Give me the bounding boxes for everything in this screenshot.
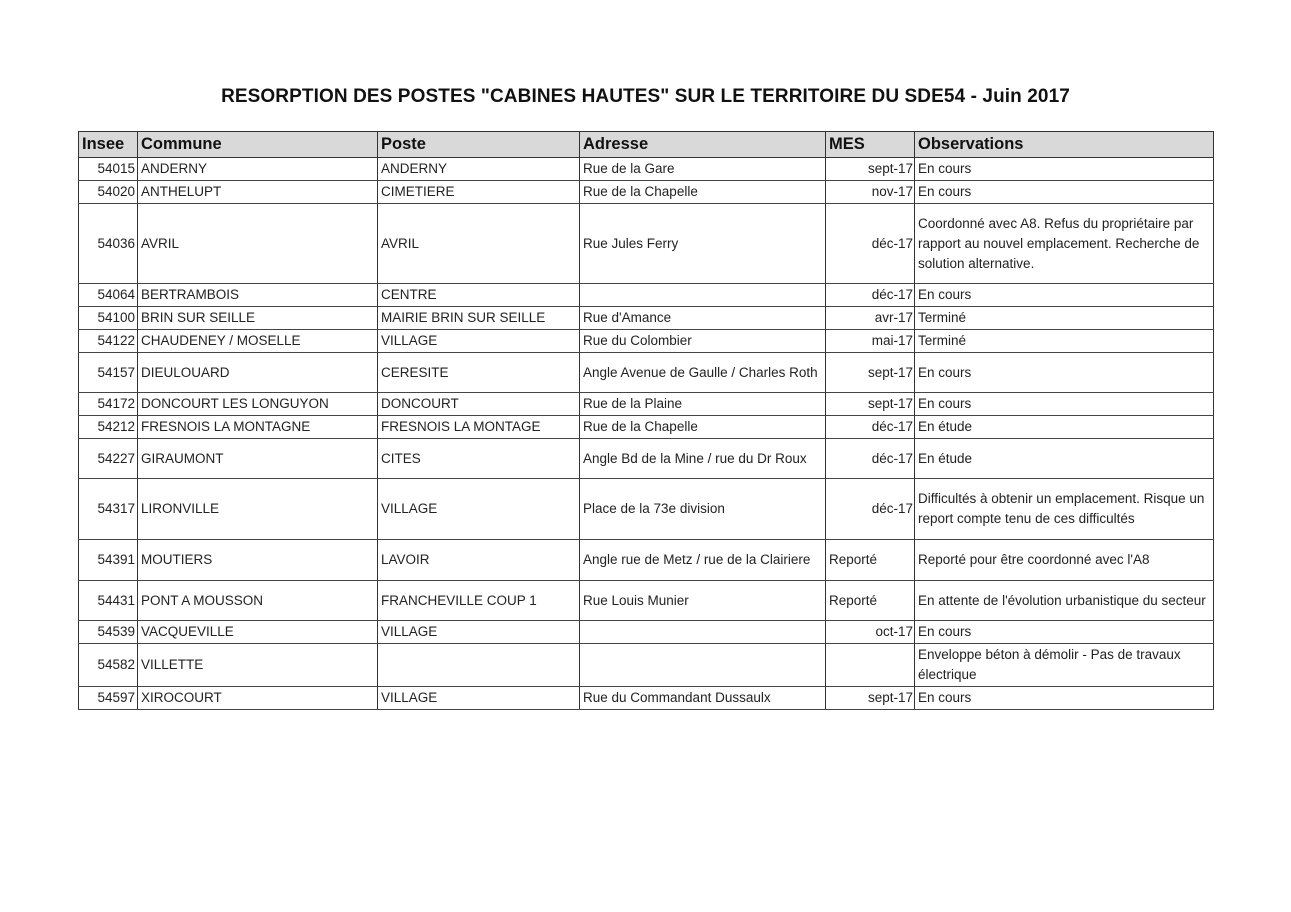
cell-insee: 54391 [79,540,138,581]
col-header-observations: Observations [915,132,1214,158]
cell-commune: BRIN SUR SEILLE [138,307,378,330]
cell-observations: Terminé [915,330,1214,353]
table-row [79,284,1214,307]
cell-poste: CIMETIERE [378,181,580,204]
table-row [79,416,1214,439]
cell-poste [378,644,580,687]
col-header-poste: Poste [378,132,580,158]
cell-observations: En cours [915,284,1214,307]
cell-poste: VILLAGE [378,479,580,540]
cell-observations: Reporté pour être coordonné avec l'A8 [915,540,1214,581]
table-row [79,439,1214,479]
cell-mes: déc-17 [826,416,915,439]
cell-mes: mai-17 [826,330,915,353]
table-row [79,204,1214,284]
cell-commune: GIRAUMONT [138,439,378,479]
table-row [79,353,1214,393]
cell-insee: 54122 [79,330,138,353]
cell-observations: En étude [915,416,1214,439]
cell-poste: CITES [378,439,580,479]
cell-commune: MOUTIERS [138,540,378,581]
cell-poste: CERESITE [378,353,580,393]
cell-adresse: Rue du Commandant Dussaulx [580,687,826,710]
cell-insee: 54539 [79,621,138,644]
cell-mes: sept-17 [826,393,915,416]
cell-adresse: Angle Bd de la Mine / rue du Dr Roux [580,439,826,479]
cell-adresse: Rue Louis Munier [580,581,826,621]
cell-poste: VILLAGE [378,330,580,353]
cell-commune: XIROCOURT [138,687,378,710]
cell-observations: Terminé [915,307,1214,330]
table-row [79,307,1214,330]
cell-adresse: Rue de la Plaine [580,393,826,416]
cell-adresse: Angle Avenue de Gaulle / Charles Roth [580,353,826,393]
cell-mes [826,644,915,687]
postes-table [78,131,1214,710]
table-row [79,393,1214,416]
table-row [79,181,1214,204]
cell-commune: FRESNOIS LA MONTAGNE [138,416,378,439]
cell-poste: CENTRE [378,284,580,307]
cell-mes: sept-17 [826,353,915,393]
cell-mes: déc-17 [826,284,915,307]
cell-adresse: Place de la 73e division [580,479,826,540]
cell-commune: PONT A MOUSSON [138,581,378,621]
cell-commune: LIRONVILLE [138,479,378,540]
cell-commune: DIEULOUARD [138,353,378,393]
cell-poste: VILLAGE [378,621,580,644]
table-row [79,158,1214,181]
cell-mes: oct-17 [826,621,915,644]
cell-insee: 54431 [79,581,138,621]
cell-poste: DONCOURT [378,393,580,416]
cell-observations: Coordonné avec A8. Refus du propriétaire par rapport au nouvel emplacement. Recherche de solution alternative. [915,204,1214,284]
cell-mes: déc-17 [826,204,915,284]
cell-adresse: Rue de la Chapelle [580,181,826,204]
cell-poste: FRESNOIS LA MONTAGE [378,416,580,439]
cell-commune: VACQUEVILLE [138,621,378,644]
cell-adresse: Rue du Colombier [580,330,826,353]
col-header-insee: Insee [79,132,138,158]
cell-adresse: Angle rue de Metz / rue de la Clairiere [580,540,826,581]
cell-poste: LAVOIR [378,540,580,581]
cell-observations: En cours [915,621,1214,644]
cell-insee: 54015 [79,158,138,181]
cell-adresse [580,284,826,307]
cell-adresse: Rue de la Gare [580,158,826,181]
cell-mes: nov-17 [826,181,915,204]
cell-commune: ANDERNY [138,158,378,181]
cell-insee: 54597 [79,687,138,710]
table-row [79,581,1214,621]
cell-commune: DONCOURT LES LONGUYON [138,393,378,416]
table-row [79,540,1214,581]
cell-adresse [580,621,826,644]
cell-commune: VILLETTE [138,644,378,687]
cell-adresse: Rue de la Chapelle [580,416,826,439]
col-header-adresse: Adresse [580,132,826,158]
cell-observations: En attente de l'évolution urbanistique du secteur [915,581,1214,621]
cell-poste: FRANCHEVILLE COUP 1 [378,581,580,621]
cell-mes: avr-17 [826,307,915,330]
table-row [79,479,1214,540]
cell-commune: ANTHELUPT [138,181,378,204]
cell-observations: En cours [915,687,1214,710]
cell-mes: Reporté [826,540,915,581]
table-row [79,687,1214,710]
cell-insee: 54157 [79,353,138,393]
cell-insee: 54172 [79,393,138,416]
cell-insee: 54212 [79,416,138,439]
cell-observations: En étude [915,439,1214,479]
cell-mes: Reporté [826,581,915,621]
cell-insee: 54100 [79,307,138,330]
cell-observations: En cours [915,353,1214,393]
cell-mes: sept-17 [826,687,915,710]
cell-commune: CHAUDENEY / MOSELLE [138,330,378,353]
cell-adresse: Rue Jules Ferry [580,204,826,284]
table-row [79,644,1214,687]
cell-observations: En cours [915,181,1214,204]
cell-observations: Enveloppe béton à démolir - Pas de travaux électrique [915,644,1214,687]
cell-commune: BERTRAMBOIS [138,284,378,307]
cell-insee: 54317 [79,479,138,540]
table-header-row [79,132,1214,158]
cell-mes: déc-17 [826,479,915,540]
cell-poste: VILLAGE [378,687,580,710]
page-title: RESORPTION DES POSTES "CABINES HAUTES" SUR LE TERRITOIRE DU SDE54 - Juin 2017 [221,86,1070,107]
table-row [79,330,1214,353]
table-row [79,621,1214,644]
cell-insee: 54227 [79,439,138,479]
cell-poste: ANDERNY [378,158,580,181]
cell-insee: 54064 [79,284,138,307]
cell-poste: MAIRIE BRIN SUR SEILLE [378,307,580,330]
cell-mes: sept-17 [826,158,915,181]
cell-observations: En cours [915,158,1214,181]
cell-observations: En cours [915,393,1214,416]
cell-adresse: Rue d'Amance [580,307,826,330]
cell-adresse [580,644,826,687]
cell-commune: AVRIL [138,204,378,284]
cell-mes: déc-17 [826,439,915,479]
col-header-mes: MES [826,132,915,158]
cell-insee: 54020 [79,181,138,204]
cell-insee: 54036 [79,204,138,284]
cell-insee: 54582 [79,644,138,687]
cell-poste: AVRIL [378,204,580,284]
col-header-commune: Commune [138,132,378,158]
cell-observations: Difficultés à obtenir un emplacement. Risque un report compte tenu de ces difficultés [915,479,1214,540]
